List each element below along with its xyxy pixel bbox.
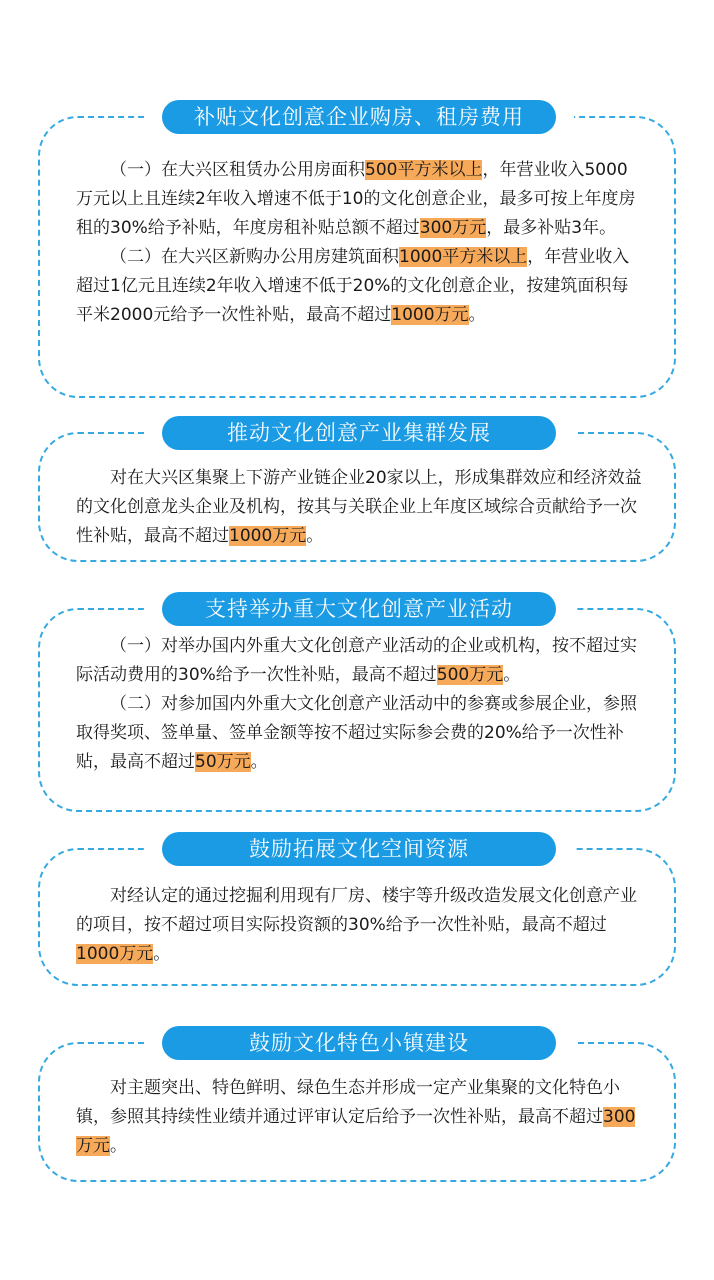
paragraph [76, 632, 642, 690]
text-segment: ，年营业收入超过1亿元且连续2年收入增速不低于20%的文化创意企业，按建筑面积每平米2000元给予一次性补贴，最高不超过 [76, 247, 630, 325]
text-segment: 对主题突出、特色鲜明、绿色生态并形成一定产业集聚的文化特色小镇，参照其持续性业绩并通过评审认定后给予一次性补贴，最高不超过 [76, 1078, 620, 1127]
highlight-value: 1000平方米以上 [399, 247, 528, 267]
section-card-3 [38, 597, 676, 812]
section-title: 鼓励文化特色小镇建设 [162, 1026, 556, 1060]
text-segment: ，年营业收入5000万元以上且连续2年收入增速不低于10的文化创意企业，最多可按上年度房租的30%给予补贴，年度房租补贴总额不超过 [76, 160, 636, 238]
highlight-value: 500平方米以上 [365, 160, 483, 180]
text-segment: 对经认定的通过挖掘利用现有厂房、楼宇等升级改造发展文化创意产业的项目，按不超过项目实际投资额的30%给予一次性补贴，最高不超过 [76, 886, 637, 935]
paragraph [76, 464, 642, 551]
text-segment: （二）对参加国内外重大文化创意产业活动中的参赛或参展企业，参照取得奖项、签单量、签单金额等按不超过实际参会费的20%给予一次性补贴，最高不超过 [76, 694, 637, 772]
text-segment: （二）在大兴区新购办公用房建筑面积 [110, 247, 399, 267]
text-segment: 。 [468, 305, 486, 325]
highlight-value: 1000万元 [391, 305, 469, 325]
section-card-2 [38, 421, 676, 562]
section-title: 鼓励拓展文化空间资源 [162, 832, 556, 866]
section-title: 推动文化创意产业集群发展 [162, 416, 556, 450]
paragraph [76, 690, 642, 777]
text-segment: 。 [153, 944, 171, 964]
section-title: 支持举办重大文化创意产业活动 [162, 592, 556, 626]
text-segment: （一）对举办国内外重大文化创意产业活动的企业或机构，按不超过实际活动费用的30%给予一次性补贴，最高不超过 [76, 636, 637, 685]
highlight-value: 1000万元 [229, 526, 307, 546]
highlight-value: 1000万元 [76, 944, 154, 964]
text-segment: 。 [110, 1136, 127, 1156]
section-body [76, 882, 642, 969]
section-body [76, 632, 642, 777]
section-title: 补贴文化创意企业购房、租房费用 [162, 100, 556, 134]
section-card-1 [38, 105, 676, 398]
highlight-value: 500万元 [436, 665, 504, 685]
paragraph [76, 1074, 642, 1161]
text-segment: 。 [503, 665, 521, 685]
section-card-5 [38, 1031, 676, 1182]
section-body [76, 156, 642, 330]
section-card-4 [38, 837, 676, 986]
paragraph [76, 156, 642, 243]
highlight-value: 50万元 [195, 752, 251, 772]
highlight-value: 300万元 [76, 1107, 636, 1156]
text-segment: 。 [250, 752, 268, 772]
paragraph [76, 243, 642, 330]
highlight-value: 300万元 [419, 218, 487, 238]
section-body [76, 1074, 642, 1161]
paragraph [76, 882, 642, 969]
text-segment: 对在大兴区集聚上下游产业链企业20家以上，形成集群效应和经济效益的文化创意龙头企业及机构，按其与关联企业上年度区域综合贡献给予一次性补贴，最高不超过 [76, 468, 642, 546]
text-segment: 。 [306, 526, 324, 546]
text-segment: ，最多补贴3年。 [486, 218, 617, 238]
section-body [76, 464, 642, 551]
text-segment: （一）在大兴区租赁办公用房面积 [110, 160, 365, 180]
